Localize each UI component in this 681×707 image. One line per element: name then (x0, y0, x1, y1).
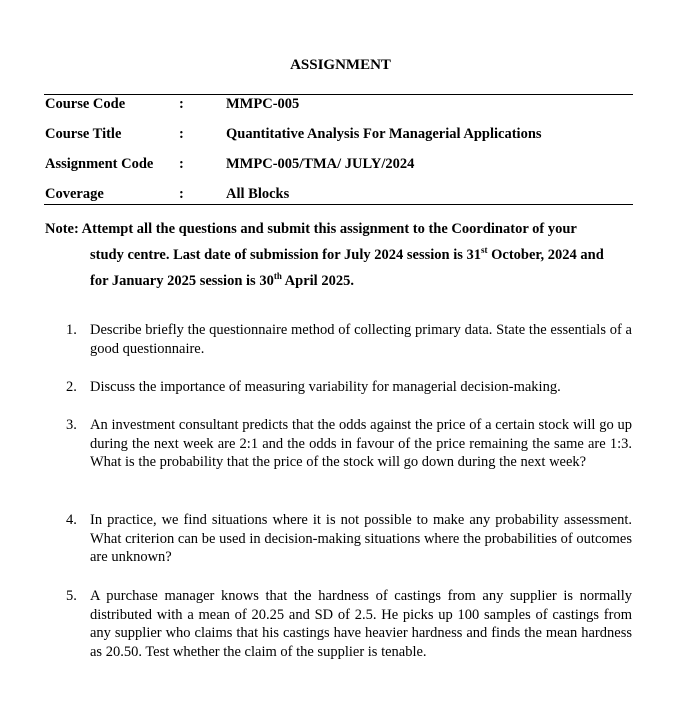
meta-separator: : (179, 156, 184, 172)
question-2 (66, 378, 632, 397)
question-text: A purchase manager knows that the hardness of castings from any supplier is normally distributed with a mean of 20.25 and SD of 2.5. He picks up 100 samples of castings from any supplier who claims that his castings have heavier hardness and finds the mean hardness as 20.50. Test whether the claim of the supplier is tenable. (90, 588, 632, 660)
meta-separator: : (179, 186, 184, 202)
question-number: 1. (66, 322, 77, 338)
note-line-2-tail: October, 2024 and (487, 247, 604, 263)
meta-row-course-code (0, 96, 681, 116)
note-line-2 (45, 242, 631, 268)
meta-row-course-title (0, 126, 681, 146)
question-number: 3. (66, 417, 77, 433)
question-text: Describe briefly the questionnaire method of collecting primary data. State the essentials of a good questionnaire. (90, 322, 632, 357)
meta-key: Course Title (45, 126, 122, 142)
question-text: An investment consultant predicts that the odds against the price of a certain stock will go up during the next week are 2:1 and the odds in favour of the price remaining the same are 1:3. What is the probability that the price of the stock will go down during the next week? (90, 417, 632, 470)
question-5 (66, 587, 632, 661)
question-text: Discuss the importance of measuring variability for managerial decision-making. (90, 379, 561, 395)
meta-value: MMPC-005 (226, 96, 300, 112)
meta-value: MMPC-005/TMA/ JULY/2024 (226, 156, 415, 172)
note-superscript: st (481, 245, 488, 255)
submission-note (45, 216, 631, 294)
meta-key: Assignment Code (45, 156, 154, 172)
question-4 (66, 511, 632, 567)
meta-separator: : (179, 96, 184, 112)
note-superscript: th (273, 271, 282, 281)
meta-row-assignment-code (0, 156, 681, 176)
question-3 (66, 416, 632, 472)
question-number: 4. (66, 512, 77, 528)
note-line-1: Note: Attempt all the questions and submit this assignment to the Coordinator of your (45, 221, 577, 237)
meta-row-coverage (0, 186, 681, 206)
note-line-3 (45, 268, 631, 294)
meta-value: Quantitative Analysis For Managerial Applications (226, 126, 542, 142)
question-number: 2. (66, 379, 77, 395)
note-line-2-text: study centre. Last date of submission for July 2024 session is 31 (90, 247, 482, 263)
question-text: In practice, we find situations where it is not possible to make any probability assessment. What criterion can be used in decision-making situations where the probabilities of outcomes are unknown? (90, 512, 632, 565)
meta-value: All Blocks (226, 186, 290, 202)
meta-separator: : (179, 126, 184, 142)
page-title: ASSIGNMENT (290, 57, 391, 73)
meta-key: Course Code (45, 96, 126, 112)
question-1 (66, 321, 632, 358)
meta-key: Coverage (45, 186, 104, 202)
note-line-3-tail: April 2025. (281, 273, 354, 289)
note-line-3-text: for January 2025 session is 30 (90, 273, 274, 289)
header-bottom-rule (44, 204, 633, 205)
question-number: 5. (66, 588, 77, 604)
header-top-rule (44, 94, 633, 95)
